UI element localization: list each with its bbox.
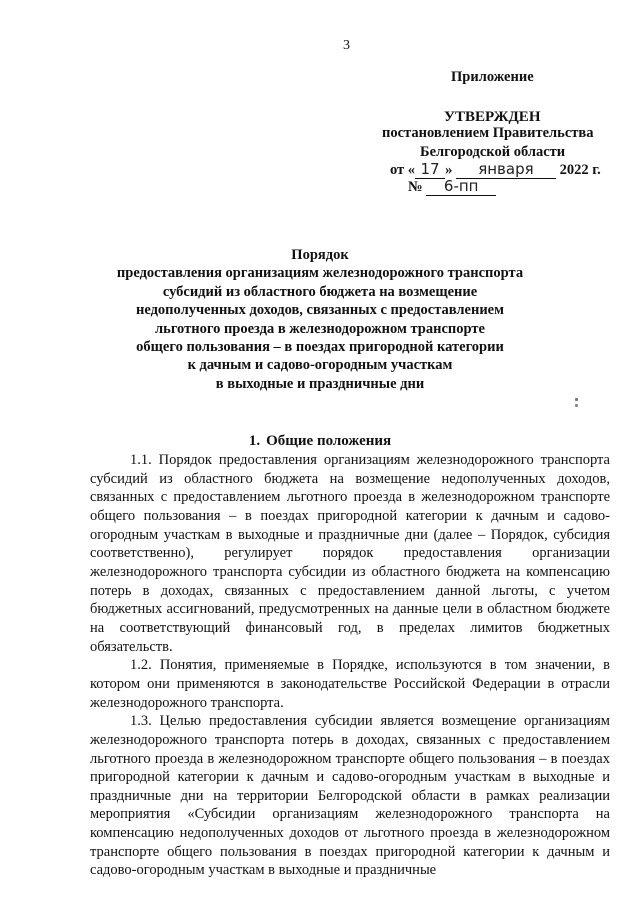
scan-speck: [575, 398, 578, 401]
number-value-handwritten: 6-пп: [426, 177, 496, 196]
approval-line-2: Белгородской области: [420, 144, 566, 160]
document-title: [60, 246, 580, 393]
section-title: Общие положения: [266, 433, 392, 449]
title-line: Порядок: [291, 247, 349, 263]
title-line: льготного проезда в железнодорожном транспорте: [155, 320, 485, 337]
title-line: в выходные и праздничные дни: [215, 375, 425, 392]
date-prefix: от «: [390, 162, 416, 178]
paragraph-1-1: 1.1. Порядок предоставления организациям железнодорожного транспорта субсидий из областного бюджета на возмещение недополученных доходов, связанных с предоставлением льготного проезда в железнодорожном транспорте общего пользования – в поездах пригородной категории к дачным и садово-огородным участкам в выходные и праздничные дни (далее – Порядок, субсидия соответственно), регулирует порядок предоставления организации железнодорожного транспорта субсидии из областного бюджета на компенсацию потерь в доходах, связанных с предоставлением данной льготы, с учетом бюджетных ассигнований, предусмотренных на данные цели в областном бюджете на соответствующий финансовый год, в пределах лимитов бюджетных обязательств.: [90, 452, 610, 655]
title-line: общего пользования – в поездах пригородной категории: [136, 339, 504, 356]
title-line: субсидий из областного бюджета на возмещение: [162, 283, 478, 300]
approval-number: [408, 177, 496, 196]
date-day-handwritten: 17: [415, 160, 445, 179]
date-month-handwritten: января: [456, 160, 556, 179]
title-line: недополученных доходов, связанных с предоставлением: [136, 302, 504, 319]
body-text: [90, 451, 610, 880]
section-number: 1.: [248, 433, 261, 449]
date-year: 2022 г.: [559, 162, 601, 178]
approved-label: УТВЕРЖДЕН: [444, 109, 541, 125]
title-line: к дачным и садово-огородным участкам: [187, 357, 453, 374]
number-label: №: [408, 179, 423, 195]
paragraph-1-3: 1.3. Целью предоставления субсидии является возмещение организациям железнодорожного транспорта потерь в доходах, связанных с предоставлением льготного проезда в железнодорожном транспорте общего пользования – в поездах пригородной категории к дачным и садово-огородным участкам в выходные и праздничные дни на территории Белгородской области в рамках реализации мероприятия «Субсидии организациям железнодорожного транспорта на компенсацию недополученных доходов от льготного проезда в железнодорожном транспорте общего пользования в поездах пригородной категории к дачным и садово-огородным участкам в выходные и праздничные: [90, 713, 610, 879]
section-heading: [0, 433, 640, 450]
title-line: предоставления организациям железнодорожного транспорта: [116, 265, 524, 282]
date-quote: »: [445, 162, 453, 178]
paragraph-1-2: 1.2. Понятия, применяемые в Порядке, используются в том значении, в котором они применяются в законодательстве Российской Федерации в отрасли железнодорожного транспорта.: [90, 657, 610, 711]
approval-line-1: постановлением Правительства: [382, 125, 594, 141]
appendix-label: Приложение: [451, 69, 534, 85]
scan-speck: [575, 404, 578, 407]
page-number: 3: [343, 38, 350, 53]
